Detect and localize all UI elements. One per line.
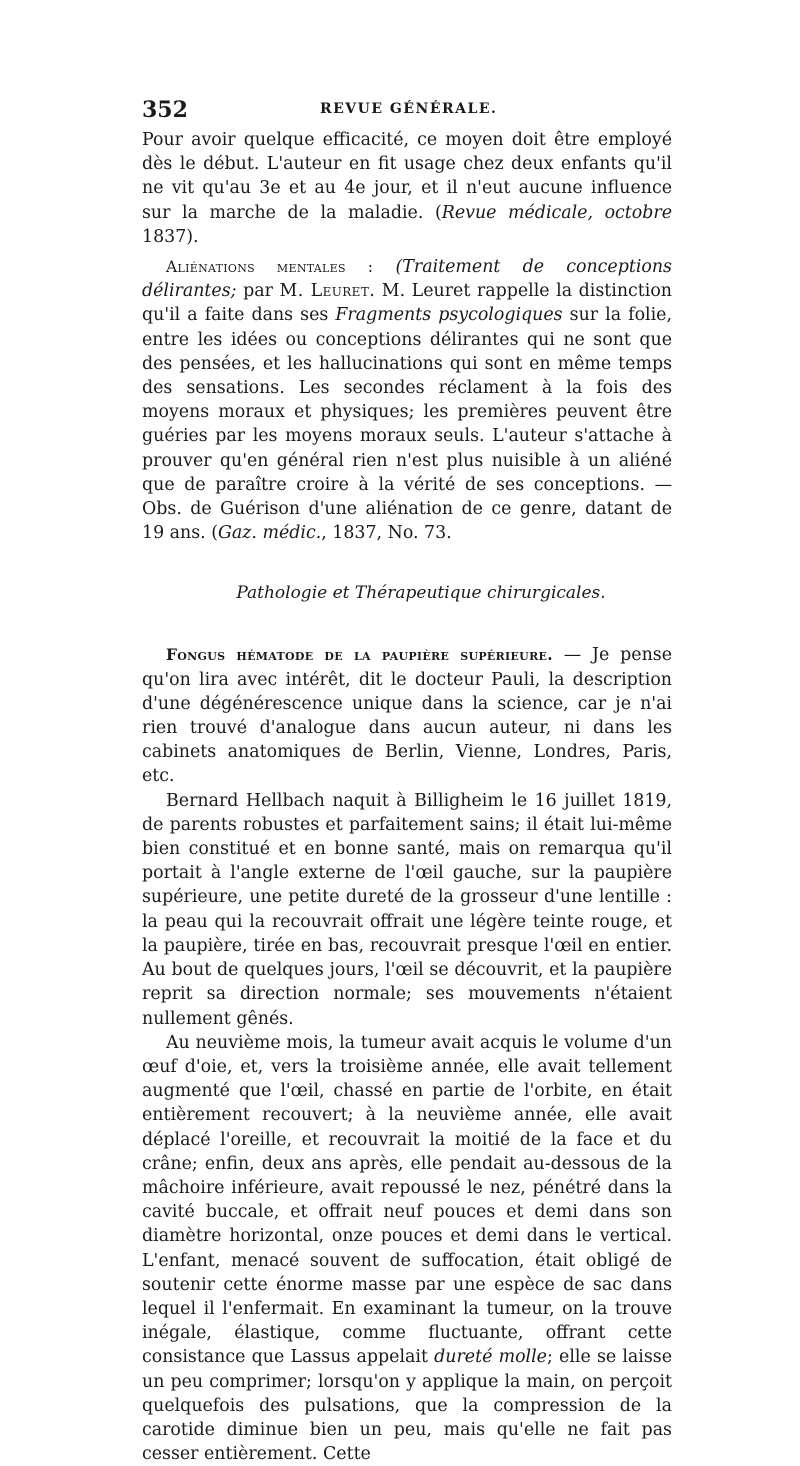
page-number: 352 xyxy=(142,97,188,123)
citation: Gaz. médic. xyxy=(218,523,322,544)
section-title: Pathologie et Thérapeutique chirurgicales. xyxy=(236,583,606,604)
term: dureté molle xyxy=(434,1347,547,1368)
paragraph-fongus: Fongus hématode de la paupière supérieure. — Je pense qu'on lira avec intérêt, dit le docteur Pauli, la description d'une dégénérescence unique dans la science, car je n'ai rien trouvé d'analogue dans aucun auteur, ni dans les cabinets anatomiques de Berlin, Vienne, Londres, Paris, etc. xyxy=(142,645,672,787)
section-heading: Aliénations mentales : xyxy=(166,258,374,277)
paragraph-hellbach: Bernard Hellbach naquit à Billigheim le 16 juillet 1819, de parents robustes et parfaitement sains; il était lui-même bien constitué et en bonne santé, mais on remarqua qu'il portait à l'angle externe de l'œil gauche, sur la paupière supérieure, une petite dureté de la grosseur d'une lentille : la peau qui la recouvrait offrait une légère teinte rouge, et la paupière, tirée en bas, recouvrait presque l'œil en entier. Au bout de quelques jours, l'œil se découvrit, et la paupière reprit sa direction normale; ses mouvements n'étaient nullement gênés. xyxy=(142,790,672,1029)
section-heading: Fongus hématode de la paupière supérieure. xyxy=(166,645,553,665)
paragraph-vaccination-end: Pour avoir quelque efficacité, ce moyen doit être employé dès le début. L'auteur en fit usage chez deux enfants qu'il ne vit qu'au 3e et au 4e jour, et il n'eut aucune influence sur la marche de la maladie. (Revue médicale, octobre 1837). xyxy=(142,130,672,247)
heading-title: (Traitement de conceptions délirantes; xyxy=(142,257,672,302)
running-title: REVUE GÉNÉRALE. xyxy=(320,101,498,117)
work-title: Fragments psycologiques xyxy=(335,305,563,326)
paragraph-alienations: Aliénations mentales : (Traitement de conceptions délirantes; par M. Leuret. M. Leuret rappelle la distinction qu'il a faite dans ses Fragments psycologiques sur la folie, entre les idées ou conceptions délirantes qui ne sont que des pensées, et les hallucinations qui sont en même temps des sensations. Les secondes réclament à la fois des moyens moraux et physiques; les premières peuvent être guéries par les moyens moraux seuls. L'auteur s'attache à prouver qu'en général rien n'est plus nuisible à un aliéné que de paraître croire à la vérité de ses conceptions. — Obs. de Guérison d'une aliénation de ce genre, datant de 19 ans. (Gaz. médic., 1837, No. 73. xyxy=(142,257,672,544)
page-header xyxy=(142,97,672,123)
page-body xyxy=(142,128,672,1466)
author-name: M. Leuret. xyxy=(279,281,376,302)
paragraph-tumeur: Au neuvième mois, la tumeur avait acquis le volume d'un œuf d'oie, et, vers la troisième année, elle avait tellement augmenté que l'œil, chassé en partie de l'orbite, en était entièrement recouvert; à la neuvième année, elle avait déplacé l'oreille, et recouvrait la moitié de la face et du crâne; enfin, deux ans après, elle pendait au-dessous de la mâchoire inférieure, avait repoussé le nez, pénétré dans la cavité buccale, et offrait neuf pouces et demi dans son diamètre horizontal, onze pouces et demi dans le vertical. L'enfant, menacé souvent de suffocation, était obligé de soutenir cette énorme masse par une espèce de sac dans lequel il l'enfermait. En examinant la tumeur, on la trouve inégale, élastique, comme fluctuante, offrant cette consistance que Lassus appelait dureté molle; elle se laisse un peu comprimer; lorsqu'on y applique la main, on perçoit quelquefois des pulsations, que la compression de la carotide diminue bien un peu, mais qu'elle ne fait pas cesser entièrement. Cette xyxy=(142,1032,673,1465)
citation: Revue médicale, octobre xyxy=(441,202,672,223)
